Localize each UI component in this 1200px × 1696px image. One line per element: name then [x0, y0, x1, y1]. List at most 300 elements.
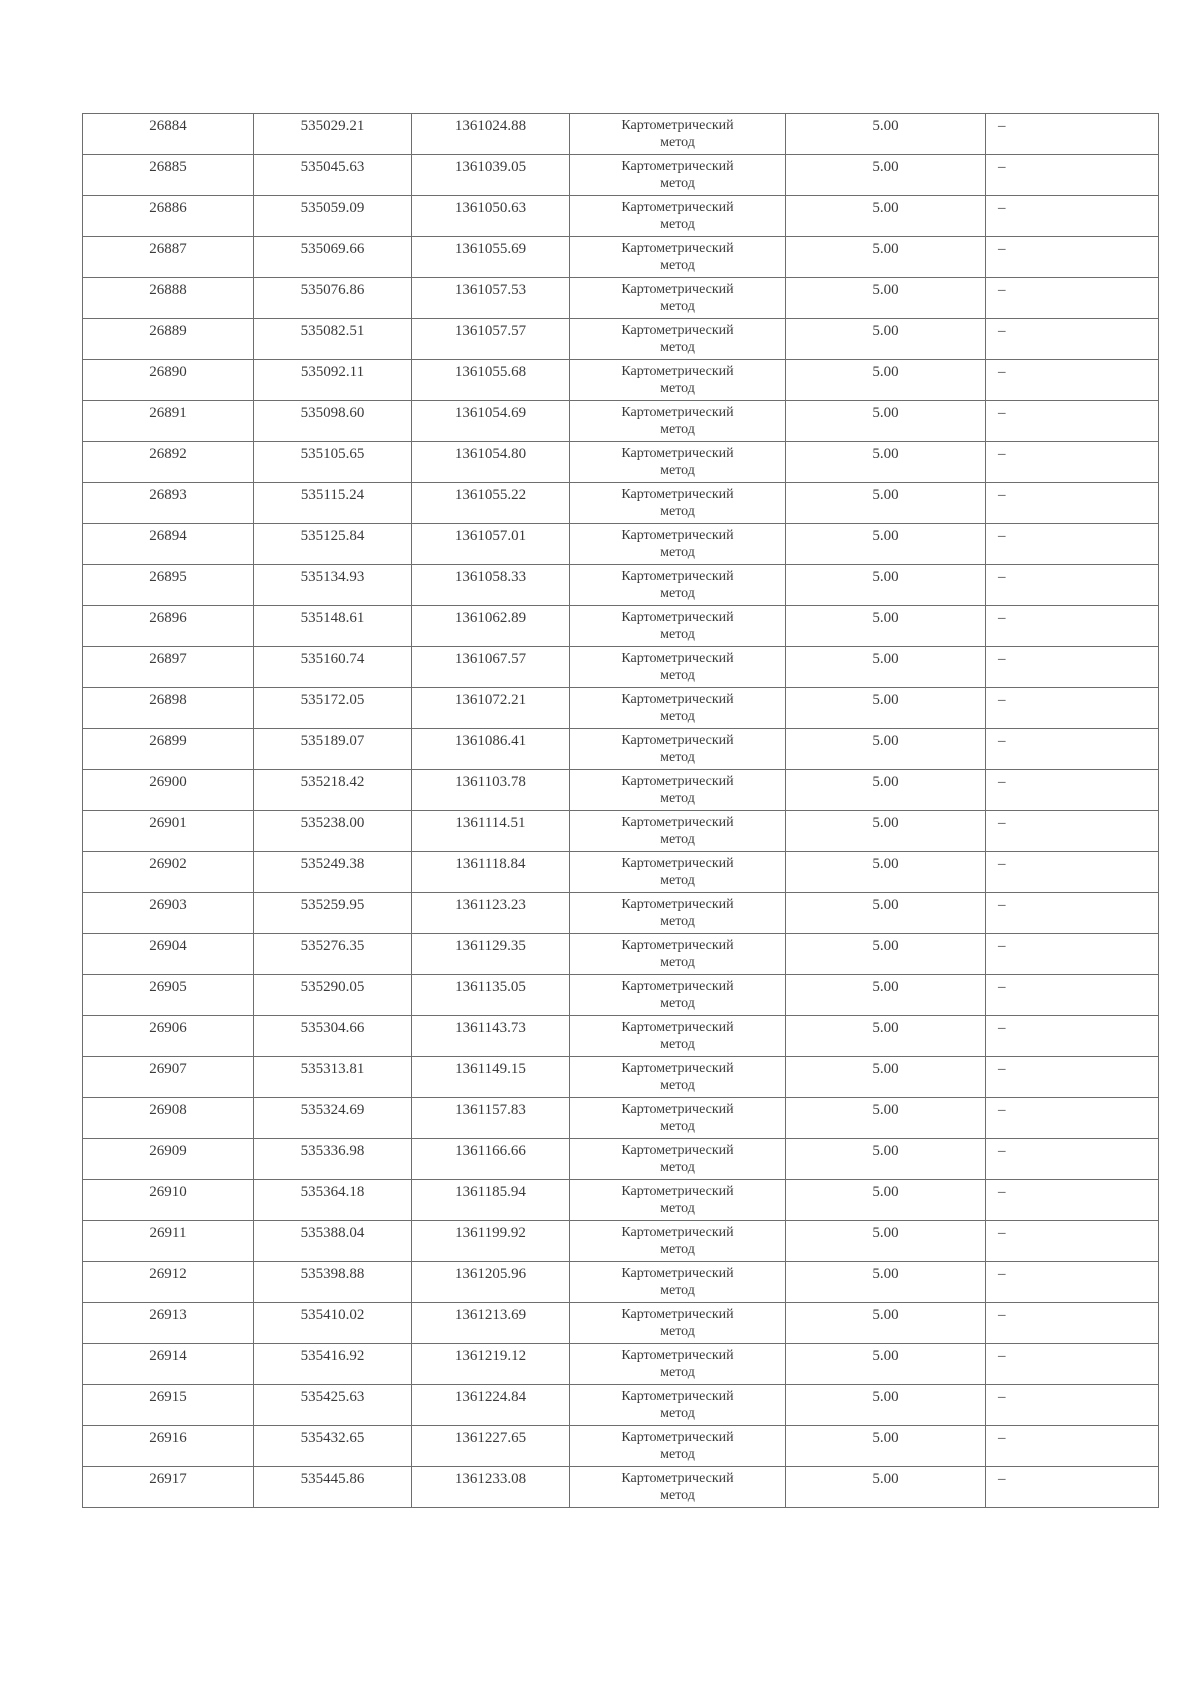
error-value-cell: 5.00	[786, 401, 986, 442]
error-value-cell: 5.00	[786, 606, 986, 647]
method-line-2: метод	[660, 709, 695, 724]
note-cell: –	[986, 1139, 1159, 1180]
error-value-cell: 5.00	[786, 1426, 986, 1467]
method-cell	[570, 1344, 786, 1385]
x-coordinate-cell: 535364.18	[254, 1180, 412, 1221]
method-line-2: метод	[660, 422, 695, 437]
x-coordinate-cell: 535336.98	[254, 1139, 412, 1180]
point-number-cell: 26889	[83, 319, 254, 360]
method-line-2: метод	[660, 463, 695, 478]
note-cell: –	[986, 1344, 1159, 1385]
method-line-2: метод	[660, 545, 695, 560]
method-line-2: метод	[660, 627, 695, 642]
coordinates-table-body	[83, 114, 1159, 1508]
method-line-1: Картометрический	[621, 528, 734, 543]
method-line-1: Картометрический	[621, 1225, 734, 1240]
error-value-cell: 5.00	[786, 1344, 986, 1385]
note-cell: –	[986, 442, 1159, 483]
method-line-2: метод	[660, 750, 695, 765]
error-value-cell: 5.00	[786, 1180, 986, 1221]
note-cell: –	[986, 1016, 1159, 1057]
x-coordinate-cell: 535249.38	[254, 852, 412, 893]
error-value-cell: 5.00	[786, 483, 986, 524]
method-line-1: Картометрический	[621, 815, 734, 830]
method-line-2: метод	[660, 258, 695, 273]
error-value-cell: 5.00	[786, 1139, 986, 1180]
y-coordinate-cell: 1361039.05	[412, 155, 570, 196]
method-cell	[570, 442, 786, 483]
note-cell: –	[986, 1262, 1159, 1303]
table-row	[83, 647, 1159, 688]
table-row	[83, 565, 1159, 606]
error-value-cell: 5.00	[786, 934, 986, 975]
method-line-1: Картометрический	[621, 200, 734, 215]
table-row	[83, 1262, 1159, 1303]
y-coordinate-cell: 1361103.78	[412, 770, 570, 811]
method-line-1: Картометрический	[621, 364, 734, 379]
y-coordinate-cell: 1361067.57	[412, 647, 570, 688]
table-row	[83, 934, 1159, 975]
method-line-1: Картометрический	[621, 159, 734, 174]
x-coordinate-cell: 535076.86	[254, 278, 412, 319]
method-line-2: метод	[660, 1283, 695, 1298]
y-coordinate-cell: 1361055.68	[412, 360, 570, 401]
point-number-cell: 26887	[83, 237, 254, 278]
method-line-2: метод	[660, 381, 695, 396]
note-cell: –	[986, 934, 1159, 975]
point-number-cell: 26895	[83, 565, 254, 606]
note-cell: –	[986, 1057, 1159, 1098]
method-line-1: Картометрический	[621, 1061, 734, 1076]
method-line-2: метод	[660, 299, 695, 314]
y-coordinate-cell: 1361118.84	[412, 852, 570, 893]
table-row	[83, 1344, 1159, 1385]
method-line-1: Картометрический	[621, 1102, 734, 1117]
method-cell	[570, 852, 786, 893]
x-coordinate-cell: 535290.05	[254, 975, 412, 1016]
table-row	[83, 524, 1159, 565]
method-line-1: Картометрический	[621, 938, 734, 953]
table-row	[83, 688, 1159, 729]
y-coordinate-cell: 1361054.80	[412, 442, 570, 483]
note-cell: –	[986, 647, 1159, 688]
x-coordinate-cell: 535388.04	[254, 1221, 412, 1262]
table-row	[83, 1098, 1159, 1139]
method-cell	[570, 237, 786, 278]
method-line-1: Картометрический	[621, 1348, 734, 1363]
note-cell: –	[986, 278, 1159, 319]
point-number-cell: 26901	[83, 811, 254, 852]
table-row	[83, 1467, 1159, 1508]
table-row	[83, 852, 1159, 893]
point-number-cell: 26905	[83, 975, 254, 1016]
point-number-cell: 26906	[83, 1016, 254, 1057]
x-coordinate-cell: 535125.84	[254, 524, 412, 565]
method-cell	[570, 565, 786, 606]
x-coordinate-cell: 535172.05	[254, 688, 412, 729]
point-number-cell: 26892	[83, 442, 254, 483]
method-line-2: метод	[660, 1447, 695, 1462]
point-number-cell: 26907	[83, 1057, 254, 1098]
x-coordinate-cell: 535105.65	[254, 442, 412, 483]
error-value-cell: 5.00	[786, 729, 986, 770]
table-row	[83, 606, 1159, 647]
note-cell: –	[986, 1098, 1159, 1139]
x-coordinate-cell: 535059.09	[254, 196, 412, 237]
error-value-cell: 5.00	[786, 565, 986, 606]
point-number-cell: 26896	[83, 606, 254, 647]
method-line-2: метод	[660, 340, 695, 355]
note-cell: –	[986, 606, 1159, 647]
table-row	[83, 401, 1159, 442]
table-row	[83, 196, 1159, 237]
table-row	[83, 893, 1159, 934]
method-line-2: метод	[660, 1324, 695, 1339]
y-coordinate-cell: 1361219.12	[412, 1344, 570, 1385]
y-coordinate-cell: 1361050.63	[412, 196, 570, 237]
note-cell: –	[986, 811, 1159, 852]
method-cell	[570, 360, 786, 401]
method-cell	[570, 196, 786, 237]
method-cell	[570, 1467, 786, 1508]
x-coordinate-cell: 535324.69	[254, 1098, 412, 1139]
y-coordinate-cell: 1361024.88	[412, 114, 570, 155]
x-coordinate-cell: 535092.11	[254, 360, 412, 401]
point-number-cell: 26910	[83, 1180, 254, 1221]
x-coordinate-cell: 535445.86	[254, 1467, 412, 1508]
note-cell: –	[986, 893, 1159, 934]
note-cell: –	[986, 237, 1159, 278]
method-line-2: метод	[660, 1160, 695, 1175]
method-cell	[570, 1016, 786, 1057]
point-number-cell: 26891	[83, 401, 254, 442]
error-value-cell: 5.00	[786, 647, 986, 688]
x-coordinate-cell: 535148.61	[254, 606, 412, 647]
method-cell	[570, 1221, 786, 1262]
method-line-2: метод	[660, 1406, 695, 1421]
method-line-2: метод	[660, 791, 695, 806]
method-cell	[570, 770, 786, 811]
error-value-cell: 5.00	[786, 893, 986, 934]
method-cell	[570, 524, 786, 565]
error-value-cell: 5.00	[786, 278, 986, 319]
error-value-cell: 5.00	[786, 155, 986, 196]
note-cell: –	[986, 196, 1159, 237]
method-cell	[570, 155, 786, 196]
error-value-cell: 5.00	[786, 975, 986, 1016]
y-coordinate-cell: 1361143.73	[412, 1016, 570, 1057]
note-cell: –	[986, 1303, 1159, 1344]
point-number-cell: 26911	[83, 1221, 254, 1262]
table-row	[83, 114, 1159, 155]
table-row	[83, 1303, 1159, 1344]
method-line-2: метод	[660, 996, 695, 1011]
method-line-1: Картометрический	[621, 446, 734, 461]
error-value-cell: 5.00	[786, 1057, 986, 1098]
method-line-1: Картометрический	[621, 692, 734, 707]
y-coordinate-cell: 1361149.15	[412, 1057, 570, 1098]
note-cell: –	[986, 1426, 1159, 1467]
method-line-1: Картометрический	[621, 569, 734, 584]
error-value-cell: 5.00	[786, 114, 986, 155]
point-number-cell: 26899	[83, 729, 254, 770]
y-coordinate-cell: 1361057.57	[412, 319, 570, 360]
note-cell: –	[986, 360, 1159, 401]
x-coordinate-cell: 535115.24	[254, 483, 412, 524]
y-coordinate-cell: 1361135.05	[412, 975, 570, 1016]
point-number-cell: 26915	[83, 1385, 254, 1426]
method-line-2: метод	[660, 1488, 695, 1503]
point-number-cell: 26898	[83, 688, 254, 729]
table-row	[83, 360, 1159, 401]
method-line-1: Картометрический	[621, 856, 734, 871]
method-cell	[570, 729, 786, 770]
point-number-cell: 26916	[83, 1426, 254, 1467]
method-line-2: метод	[660, 135, 695, 150]
point-number-cell: 26890	[83, 360, 254, 401]
error-value-cell: 5.00	[786, 770, 986, 811]
point-number-cell: 26914	[83, 1344, 254, 1385]
method-cell	[570, 1180, 786, 1221]
method-line-1: Картометрический	[621, 1266, 734, 1281]
method-cell	[570, 811, 786, 852]
method-cell	[570, 1303, 786, 1344]
error-value-cell: 5.00	[786, 1016, 986, 1057]
error-value-cell: 5.00	[786, 811, 986, 852]
point-number-cell: 26888	[83, 278, 254, 319]
point-number-cell: 26885	[83, 155, 254, 196]
note-cell: –	[986, 688, 1159, 729]
error-value-cell: 5.00	[786, 1098, 986, 1139]
y-coordinate-cell: 1361233.08	[412, 1467, 570, 1508]
table-row	[83, 442, 1159, 483]
y-coordinate-cell: 1361123.23	[412, 893, 570, 934]
x-coordinate-cell: 535259.95	[254, 893, 412, 934]
method-line-2: метод	[660, 668, 695, 683]
method-line-2: метод	[660, 1119, 695, 1134]
method-line-1: Картометрический	[621, 979, 734, 994]
x-coordinate-cell: 535082.51	[254, 319, 412, 360]
table-row	[83, 729, 1159, 770]
point-number-cell: 26900	[83, 770, 254, 811]
table-row	[83, 1385, 1159, 1426]
error-value-cell: 5.00	[786, 1467, 986, 1508]
y-coordinate-cell: 1361058.33	[412, 565, 570, 606]
method-line-2: метод	[660, 914, 695, 929]
method-cell	[570, 1057, 786, 1098]
method-cell	[570, 1139, 786, 1180]
error-value-cell: 5.00	[786, 360, 986, 401]
note-cell: –	[986, 401, 1159, 442]
method-cell	[570, 278, 786, 319]
error-value-cell: 5.00	[786, 1262, 986, 1303]
x-coordinate-cell: 535410.02	[254, 1303, 412, 1344]
coordinates-table	[82, 113, 1159, 1508]
method-cell	[570, 401, 786, 442]
method-line-1: Картометрический	[621, 118, 734, 133]
method-line-2: метод	[660, 176, 695, 191]
method-line-2: метод	[660, 586, 695, 601]
x-coordinate-cell: 535313.81	[254, 1057, 412, 1098]
x-coordinate-cell: 535098.60	[254, 401, 412, 442]
error-value-cell: 5.00	[786, 1385, 986, 1426]
method-line-1: Картометрический	[621, 405, 734, 420]
note-cell: –	[986, 1385, 1159, 1426]
y-coordinate-cell: 1361055.69	[412, 237, 570, 278]
point-number-cell: 26913	[83, 1303, 254, 1344]
y-coordinate-cell: 1361224.84	[412, 1385, 570, 1426]
method-line-2: метод	[660, 873, 695, 888]
table-row	[83, 811, 1159, 852]
method-line-2: метод	[660, 955, 695, 970]
y-coordinate-cell: 1361114.51	[412, 811, 570, 852]
table-row	[83, 237, 1159, 278]
method-line-1: Картометрический	[621, 1430, 734, 1445]
y-coordinate-cell: 1361157.83	[412, 1098, 570, 1139]
x-coordinate-cell: 535398.88	[254, 1262, 412, 1303]
note-cell: –	[986, 852, 1159, 893]
point-number-cell: 26904	[83, 934, 254, 975]
error-value-cell: 5.00	[786, 852, 986, 893]
point-number-cell: 26894	[83, 524, 254, 565]
table-row	[83, 1139, 1159, 1180]
table-row	[83, 483, 1159, 524]
point-number-cell: 26912	[83, 1262, 254, 1303]
method-line-1: Картометрический	[621, 241, 734, 256]
y-coordinate-cell: 1361055.22	[412, 483, 570, 524]
note-cell: –	[986, 1467, 1159, 1508]
y-coordinate-cell: 1361072.21	[412, 688, 570, 729]
method-cell	[570, 934, 786, 975]
point-number-cell: 26903	[83, 893, 254, 934]
error-value-cell: 5.00	[786, 524, 986, 565]
method-cell	[570, 483, 786, 524]
y-coordinate-cell: 1361057.01	[412, 524, 570, 565]
method-line-1: Картометрический	[621, 282, 734, 297]
point-number-cell: 26893	[83, 483, 254, 524]
method-line-1: Картометрический	[621, 733, 734, 748]
note-cell: –	[986, 729, 1159, 770]
error-value-cell: 5.00	[786, 1221, 986, 1262]
note-cell: –	[986, 114, 1159, 155]
method-cell	[570, 319, 786, 360]
error-value-cell: 5.00	[786, 442, 986, 483]
error-value-cell: 5.00	[786, 688, 986, 729]
note-cell: –	[986, 565, 1159, 606]
error-value-cell: 5.00	[786, 237, 986, 278]
method-line-1: Картометрический	[621, 1471, 734, 1486]
table-row	[83, 1221, 1159, 1262]
x-coordinate-cell: 535238.00	[254, 811, 412, 852]
method-line-1: Картометрический	[621, 651, 734, 666]
table-row	[83, 1057, 1159, 1098]
x-coordinate-cell: 535276.35	[254, 934, 412, 975]
note-cell: –	[986, 155, 1159, 196]
method-cell	[570, 1426, 786, 1467]
table-row	[83, 1016, 1159, 1057]
x-coordinate-cell: 535045.63	[254, 155, 412, 196]
y-coordinate-cell: 1361054.69	[412, 401, 570, 442]
method-line-1: Картометрический	[621, 487, 734, 502]
method-line-2: метод	[660, 1037, 695, 1052]
method-line-1: Картометрический	[621, 1389, 734, 1404]
table-row	[83, 278, 1159, 319]
y-coordinate-cell: 1361057.53	[412, 278, 570, 319]
y-coordinate-cell: 1361086.41	[412, 729, 570, 770]
note-cell: –	[986, 483, 1159, 524]
method-line-2: метод	[660, 832, 695, 847]
method-cell	[570, 114, 786, 155]
table-row	[83, 770, 1159, 811]
error-value-cell: 5.00	[786, 196, 986, 237]
method-line-2: метод	[660, 1201, 695, 1216]
x-coordinate-cell: 535189.07	[254, 729, 412, 770]
method-cell	[570, 688, 786, 729]
method-line-2: метод	[660, 1242, 695, 1257]
x-coordinate-cell: 535134.93	[254, 565, 412, 606]
method-line-2: метод	[660, 217, 695, 232]
method-line-1: Картометрический	[621, 1307, 734, 1322]
point-number-cell: 26884	[83, 114, 254, 155]
method-cell	[570, 1385, 786, 1426]
note-cell: –	[986, 975, 1159, 1016]
note-cell: –	[986, 1221, 1159, 1262]
note-cell: –	[986, 524, 1159, 565]
table-row	[83, 319, 1159, 360]
point-number-cell: 26909	[83, 1139, 254, 1180]
method-line-1: Картометрический	[621, 1020, 734, 1035]
table-row	[83, 155, 1159, 196]
x-coordinate-cell: 535432.65	[254, 1426, 412, 1467]
method-cell	[570, 1098, 786, 1139]
y-coordinate-cell: 1361062.89	[412, 606, 570, 647]
y-coordinate-cell: 1361166.66	[412, 1139, 570, 1180]
y-coordinate-cell: 1361185.94	[412, 1180, 570, 1221]
table-row	[83, 1426, 1159, 1467]
x-coordinate-cell: 535425.63	[254, 1385, 412, 1426]
note-cell: –	[986, 770, 1159, 811]
y-coordinate-cell: 1361129.35	[412, 934, 570, 975]
method-cell	[570, 647, 786, 688]
method-line-1: Картометрический	[621, 897, 734, 912]
table-row	[83, 1180, 1159, 1221]
x-coordinate-cell: 535029.21	[254, 114, 412, 155]
point-number-cell: 26908	[83, 1098, 254, 1139]
method-line-2: метод	[660, 504, 695, 519]
y-coordinate-cell: 1361227.65	[412, 1426, 570, 1467]
point-number-cell: 26917	[83, 1467, 254, 1508]
method-cell	[570, 606, 786, 647]
x-coordinate-cell: 535069.66	[254, 237, 412, 278]
note-cell: –	[986, 319, 1159, 360]
x-coordinate-cell: 535218.42	[254, 770, 412, 811]
method-cell	[570, 1262, 786, 1303]
method-line-2: метод	[660, 1365, 695, 1380]
x-coordinate-cell: 535304.66	[254, 1016, 412, 1057]
y-coordinate-cell: 1361213.69	[412, 1303, 570, 1344]
table-row	[83, 975, 1159, 1016]
point-number-cell: 26897	[83, 647, 254, 688]
y-coordinate-cell: 1361205.96	[412, 1262, 570, 1303]
method-line-1: Картометрический	[621, 610, 734, 625]
method-cell	[570, 975, 786, 1016]
method-line-2: метод	[660, 1078, 695, 1093]
method-cell	[570, 893, 786, 934]
x-coordinate-cell: 535160.74	[254, 647, 412, 688]
method-line-1: Картометрический	[621, 1184, 734, 1199]
point-number-cell: 26886	[83, 196, 254, 237]
x-coordinate-cell: 535416.92	[254, 1344, 412, 1385]
